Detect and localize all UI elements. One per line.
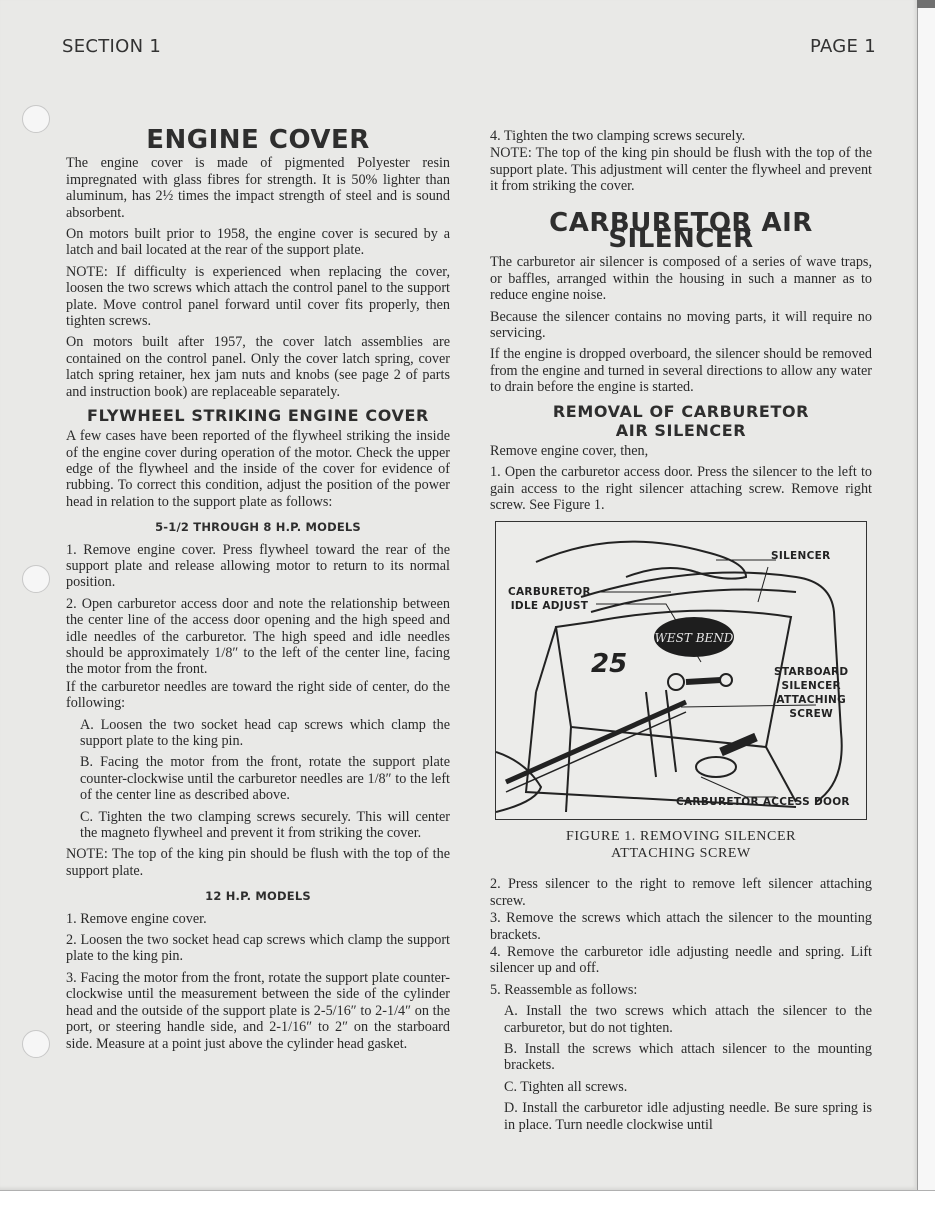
page-corner (917, 0, 935, 8)
list-item: 3. Remove the screws which attach the silencer to the mounting brackets. (490, 910, 872, 943)
section-label: SECTION 1 (62, 36, 162, 57)
engine-cover-heading: ENGINE COVER (146, 125, 370, 155)
list-item: 2. Loosen the two socket head cap screws which clamp the support plate to the king pin. (66, 932, 450, 965)
paragraph: A few cases have been reported of the flywheel striking the inside of the engine cover during operation of the motor. Check the upper edge of the flywheel and the inside of the cover for evidence of rubbing. To correct this condition, adjust the position of the power head in relation to the support plate as follows: (66, 428, 450, 510)
figure-1-illustration (495, 521, 867, 820)
models-12-heading: 12 H.P. MODELS (205, 889, 311, 904)
paragraph: If the engine is dropped overboard, the silencer should be removed from the engine and turned in several directions to allow any water to drain before the engine is started. (490, 346, 872, 396)
callout-line: ATTACHING (776, 694, 847, 707)
list-item: 2. Open carburetor access door and note the relationship between the center line of the access door opening and the high speed and idle needles of the carburetor. The high speed and idle needles should be approximately 1/8″ to the left of the center line, facing the motor from the front. (66, 595, 450, 678)
page-number: PAGE 1 (810, 36, 876, 57)
list-item: 5. Reassemble as follows: (490, 981, 638, 998)
models-5-8-heading: 5-1/2 THROUGH 8 H.P. MODELS (155, 520, 361, 535)
list-item: A. Loosen the two socket head cap screws which clamp the support plate to the king pin. (80, 716, 450, 749)
binder-hole-middle (22, 565, 50, 593)
callout-carburetor-idle-adjust (508, 585, 591, 613)
callout-line: SCREW (789, 708, 833, 721)
list-item: 1. Remove engine cover. Press flywheel toward the rear of the support plate and release allowing motor to return to its normal position. (66, 541, 450, 591)
silencer-heading: CARBURETOR AIR SILENCER (549, 207, 813, 255)
list-item: B. Install the screws which attach silencer to the mounting brackets. (504, 1040, 872, 1074)
caption-line: FIGURE 1. REMOVING SILENCER (565, 829, 797, 845)
note: NOTE: The top of the king pin should be flush with the top of the support plate. This adjustment will center the flywheel and prevent it from striking the cover. (490, 145, 872, 195)
paragraph: The carburetor air silencer is composed of a series of wave traps, or baffles, arranged within the housing in such a manner as to reduce engine noise. (490, 254, 872, 304)
removal-heading-line2: AIR SILENCER (615, 420, 747, 440)
callout-line: CARBURETOR (508, 586, 591, 599)
removal-heading (490, 402, 872, 440)
page-bottom-margin (0, 1190, 935, 1210)
paragraph: If the carburetor needles are toward the right side of center, do the following: (66, 678, 450, 712)
callout-starboard-silencer-screw (774, 665, 848, 721)
callout-silencer: SILENCER (771, 550, 831, 563)
left-column (66, 125, 450, 1057)
list-item: C. Tighten the two clamping screws securely. This will center the magneto flywheel and prevent it from striking the cover. (80, 808, 450, 842)
flywheel-heading: FLYWHEEL STRIKING ENGINE COVER (87, 406, 429, 426)
paragraph: On motors built prior to 1958, the engine cover is secured by a latch and bail located at the rear of the support plate. (66, 226, 450, 259)
callout-line: IDLE ADJUST (510, 600, 589, 613)
model-number-badge: 25 (591, 649, 628, 680)
paragraph: The engine cover is made of pigmented Polyester resin impregnated with glass fibres for strength. It is 50% lighter than aluminum, has 2½ times the impact strength of steel and is sound absorbent. (66, 155, 450, 221)
figure-caption (490, 828, 872, 862)
list-item: 1. Remove engine cover. (66, 910, 207, 927)
list-item: D. Install the carburetor idle adjusting needle. Be sure spring is in place. Turn needle clockwise until (504, 1100, 872, 1133)
callout-line: STARBOARD (774, 666, 849, 679)
paragraph: NOTE: If difficulty is experienced when replacing the cover, loosen the two screws which attach the control panel to the support plate. Move control panel forward until cover fits properly, then tighten screws. (66, 263, 450, 330)
brand-logo: WEST BEND (654, 631, 734, 646)
list-item: C. Tighten all screws. (504, 1078, 628, 1095)
list-item: 2. Press silencer to the right to remove left silencer attaching screw. (490, 876, 872, 909)
list-item: B. Facing the motor from the front, rotate the support plate counter-clockwise until the carburetor needles are 1/8″ to the left of the center line as described above. (80, 754, 450, 804)
paragraph: Because the silencer contains no moving parts, it will require no servicing. (490, 308, 872, 342)
page-edge (917, 0, 935, 1209)
list-item: 1. Open the carburetor access door. Press the silencer to the left to gain access to the right silencer attaching screw. Remove right screw. See Figure 1. (490, 464, 872, 513)
paragraph: On motors built after 1957, the cover latch assemblies are contained on the control panel. Only the cover latch spring, cover latch spring retainer, hex jam nuts and knobs (see page 2 of parts and instruction book) are replaceable separately. (66, 334, 450, 400)
callout-line: SILENCER (781, 680, 841, 693)
binder-hole-bottom (22, 1030, 50, 1058)
paragraph: Remove engine cover, then, (490, 442, 649, 459)
caption-line: ATTACHING SCREW (611, 846, 751, 862)
list-item: A. Install the two screws which attach the silencer to the carburetor, but do not tighten. (504, 1003, 872, 1036)
list-item: 4. Remove the carburetor idle adjusting needle and spring. Lift silencer up and off. (490, 943, 872, 977)
list-item: 3. Facing the motor from the front, rotate the support plate counter-clockwise until the measurement between the side of the cylinder head and the outside of the support plate is 2-5/16″ to 2-1/4″ on the port, or steering handle side, and 2-1/16″ to 2″ on the starboard side. Measure at a point just above the cylinder head gasket. (66, 969, 450, 1052)
note: NOTE: The top of the king pin should be flush with the top of the support plate. (66, 846, 450, 879)
callout-carburetor-access-door: CARBURETOR ACCESS DOOR (676, 796, 850, 809)
removal-heading-line1: REMOVAL OF CARBURETOR (552, 401, 810, 421)
binder-hole-top (22, 105, 50, 133)
right-column (490, 128, 872, 1138)
list-item: 4. Tighten the two clamping screws securely. (490, 128, 746, 144)
